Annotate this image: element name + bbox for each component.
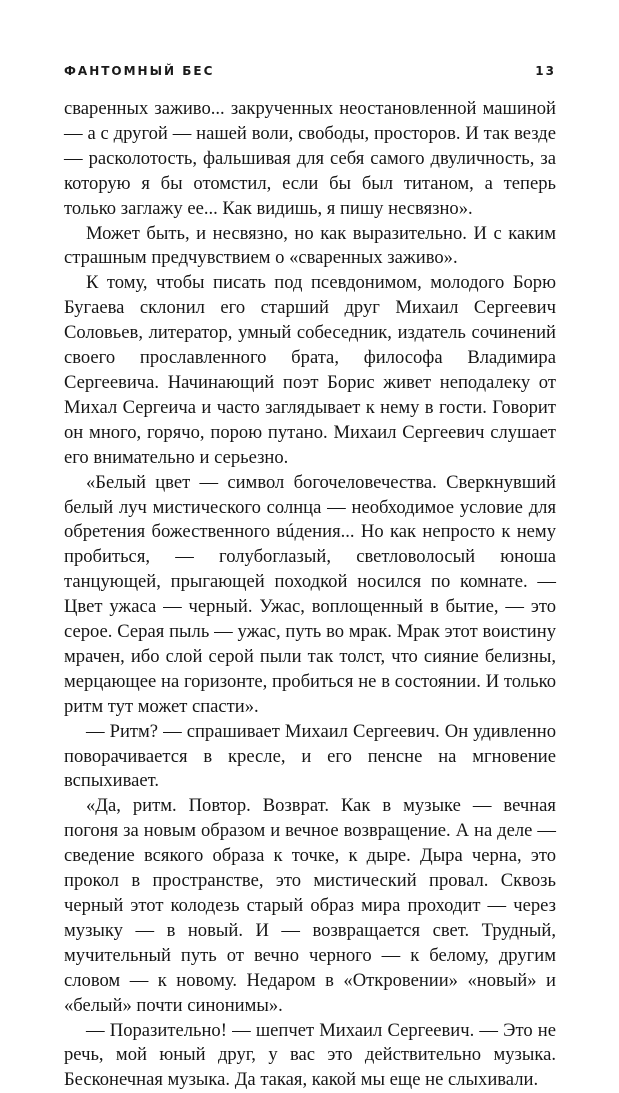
paragraph: — Поразительно! — шепчет Михаил Сергеевич. — Это не речь, мой юный друг, у вас это действительно музыка. Бесконечная музыка. Да такая, какой мы еще не слыхивали. — [64, 1019, 556, 1091]
running-header — [64, 64, 556, 78]
paragraph: «Белый цвет — символ богочеловечества. Сверкнувший белый луч мистического солнца — необходимое условие для обретения божественного вúдения... Но как непросто к нему пробиться, — голубоглазый, светловолосый юноша танцующей, прыгающей походкой носился по комнате. — Цвет ужаса — черный. Ужас, воплощенный в бытие, — это серое. Серая пыль — ужас, путь во мрак. Мрак этот воистину мрачен, ибо слой серой пыли так толст, что сияние белизны, мерцающее на горизонте, пробиться не в состоянии. И только ритм тут может спасти». — [64, 471, 556, 717]
body-text — [64, 97, 556, 1093]
paragraph: — Ритм? — спрашивает Михаил Сергеевич. Он удивленно поворачивается в кресле, и его пенсне на мгновение вспыхивает. — [64, 720, 556, 792]
paragraph: Может быть, и несвязно, но как выразительно. И с каким страшным предчувствием о «сваренных заживо». — [64, 222, 556, 269]
page-number: 13 — [535, 64, 556, 78]
paragraph: сваренных заживо... закрученных неостановленной машиной — а с другой — нашей воли, свободы, просторов. И так везде — расколотость, фальшивая для себя самого двуличность, за которую я бы отомстил, если бы был титаном, а теперь только заглажу ее... Как видишь, я пишу несвязно». — [64, 98, 556, 219]
paragraph: К тому, чтобы писать под псевдонимом, молодого Борю Бугаева склонил его старший друг Михаил Сергеевич Соловьев, литератор, умный собеседник, издатель сочинений своего прославленного брата, философа Владимира Сергеевича. Начинающий поэт Борис живет неподалеку от Михал Сергеича и часто заглядывает к нему в гости. Говорит он много, горячо, порою путано. Михаил Сергеевич слушает его внимательно и серьезно. — [64, 272, 556, 468]
paragraph: «Да, ритм. Повтор. Возврат. Как в музыке — вечная погоня за новым образом и вечное возвращение. А на деле — сведение всякого образа к точке, к дыре. Дыра черна, это прокол в пространстве, это мистический провал. Сквозь черный этот колодезь старый образ мира проходит — через музыку — в новый. И — возвращается свет. Трудный, мучительный путь от вечно черного — к белому, другим словом — к новому. Недаром в «Откровении» «новый» и «белый» почти синонимы». — [64, 795, 556, 1016]
running-title: ФАНТОМНЫЙ БЕС — [64, 64, 215, 78]
